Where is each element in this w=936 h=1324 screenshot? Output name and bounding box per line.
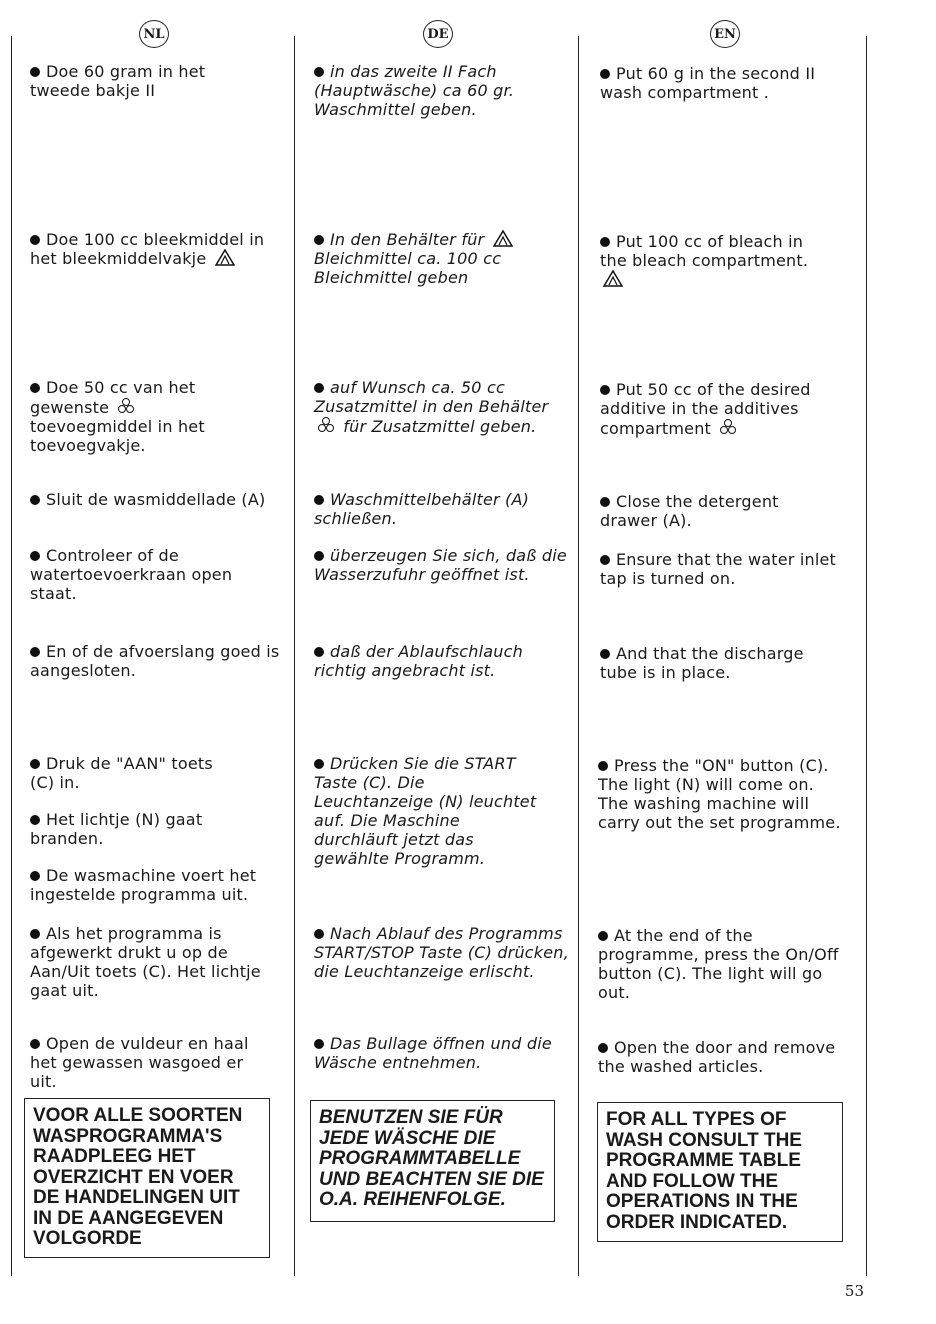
bullet-icon (600, 649, 610, 659)
bullet-icon (30, 759, 40, 769)
column-divider (294, 36, 295, 1276)
instruction-item: daß der Ablaufschlauch richtig angebracht ist. (314, 642, 523, 680)
instruction-item: En of de afvoerslang goed is aangesloten. (30, 642, 280, 680)
bullet-icon (600, 237, 610, 247)
column-divider (578, 36, 579, 1276)
instruction-item: Doe 60 gram in het tweede bakje II (30, 62, 206, 100)
bullet-icon (30, 815, 40, 825)
bullet-icon (600, 497, 610, 507)
instruction-item: in das zweite II Fach (Hauptwäsche) ca 60 gr. Waschmittel geben. (314, 62, 515, 119)
instruction-item: Controleer of de watertoevoerkraan open staat. (30, 546, 233, 603)
lang-badge-nl: NL (139, 20, 169, 48)
bullet-icon (598, 761, 608, 771)
column-divider (866, 36, 867, 1276)
instruction-item: And that the discharge tube is in place. (600, 644, 804, 682)
instruction-item: Das Bullage öffnen und die Wäsche entnehmen. (314, 1034, 552, 1072)
note-box-en: FOR ALL TYPES OF WASH CONSULT THE PROGRAMME TABLE AND FOLLOW THE OPERATIONS IN THE ORDER INDICATED. (597, 1102, 843, 1242)
bullet-icon (600, 555, 610, 565)
bullet-icon (314, 1039, 324, 1049)
bullet-icon (598, 931, 608, 941)
bullet-icon (600, 69, 610, 79)
note-box-nl: VOOR ALLE SOORTEN WASPROGRAMMA'S RAADPLEEG HET OVERZICHT EN VOER DE HANDELINGEN UIT IN DE AANGEGEVEN VOLGORDE (24, 1098, 270, 1258)
instruction-item: Open the door and remove the washed articles. (598, 1038, 836, 1076)
flower-icon (117, 397, 135, 415)
bullet-icon (314, 647, 324, 657)
bullet-icon (314, 495, 324, 505)
bullet-icon (314, 383, 324, 393)
bullet-icon (30, 551, 40, 561)
column-divider (11, 36, 12, 1276)
bullet-icon (30, 383, 40, 393)
warning-triangle-icon (215, 249, 235, 266)
warning-triangle-icon (493, 230, 513, 247)
instruction-item: At the end of the programme, press the On/Off button (C). The light will go out. (598, 926, 839, 1002)
instruction-item: überzeugen Sie sich, daß die Wasserzufuhr geöffnet ist. (314, 546, 567, 584)
bullet-icon (30, 1039, 40, 1049)
instruction-item: Doe 50 cc van het gewenste toevoegmiddel in het toevoegvakje. (30, 378, 205, 455)
instruction-item: Druk de "AAN" toets (C) in. (30, 754, 213, 792)
instruction-item: Sluit de wasmiddellade (A) (30, 490, 290, 509)
bullet-icon (30, 235, 40, 245)
instruction-item: Open de vuldeur en haal het gewassen wasgoed er uit. (30, 1034, 249, 1091)
bullet-icon (600, 385, 610, 395)
bullet-icon (30, 67, 40, 77)
instruction-item: In den Behälter für Bleichmittel ca. 100 cc Bleichmittel geben (314, 230, 544, 287)
flower-icon (317, 416, 335, 434)
lang-badge-en: EN (710, 20, 740, 48)
bullet-icon (30, 871, 40, 881)
bullet-icon (598, 1043, 608, 1053)
note-box-de: BENUTZEN SIE FÜR JEDE WÄSCHE DIE PROGRAMMTABELLE UND BEACHTEN SIE DIE O.A. REIHENFOLGE. (310, 1100, 555, 1222)
instruction-item: Nach Ablauf des Programms START/STOP Taste (C) drücken, die Leuchtanzeige erlischt. (314, 924, 569, 981)
instruction-item: Put 50 cc of the desired additive in the additives compartment (600, 380, 811, 438)
instruction-item: Waschmittelbehälter (A) schließen. (314, 490, 530, 528)
bullet-icon (314, 759, 324, 769)
instruction-item: De wasmachine voert het ingestelde programma uit. (30, 866, 257, 904)
warning-triangle-icon (603, 270, 623, 287)
instruction-item: auf Wunsch ca. 50 cc Zusatzmittel in den Behälter für Zusatzmittel geben. (314, 378, 549, 436)
instruction-item: Ensure that the water inlet tap is turned on. (600, 550, 837, 588)
bullet-icon (314, 929, 324, 939)
instruction-item: Doe 100 cc bleekmiddel in het bleekmiddelvakje (30, 230, 265, 268)
bullet-icon (30, 647, 40, 657)
bullet-icon (314, 67, 324, 77)
flower-icon (719, 418, 737, 436)
instruction-item: Press the "ON" button (C). The light (N) will come on. The washing machine will carry out the set programme. (598, 756, 841, 832)
instruction-item: Put 60 g in the second II wash compartment . (600, 64, 816, 102)
instruction-item: Het lichtje (N) gaat branden. (30, 810, 203, 848)
bullet-icon (30, 495, 40, 505)
instruction-item: Put 100 cc of bleach in the bleach compartment. (600, 232, 820, 289)
bullet-icon (314, 551, 324, 561)
instruction-item: Drücken Sie die START Taste (C). Die Leuchtanzeige (N) leuchtet auf. Die Maschine durchläuft jetzt das gewählte Programm. (314, 754, 537, 868)
instruction-item: Als het programma is afgewerkt drukt u op de Aan/Uit toets (C). Het lichtje gaat uit. (30, 924, 261, 1000)
bullet-icon (30, 929, 40, 939)
bullet-icon (314, 235, 324, 245)
page-number: 53 (844, 1282, 864, 1300)
lang-badge-de: DE (423, 20, 453, 48)
instruction-item: Close the detergent drawer (A). (600, 492, 779, 530)
